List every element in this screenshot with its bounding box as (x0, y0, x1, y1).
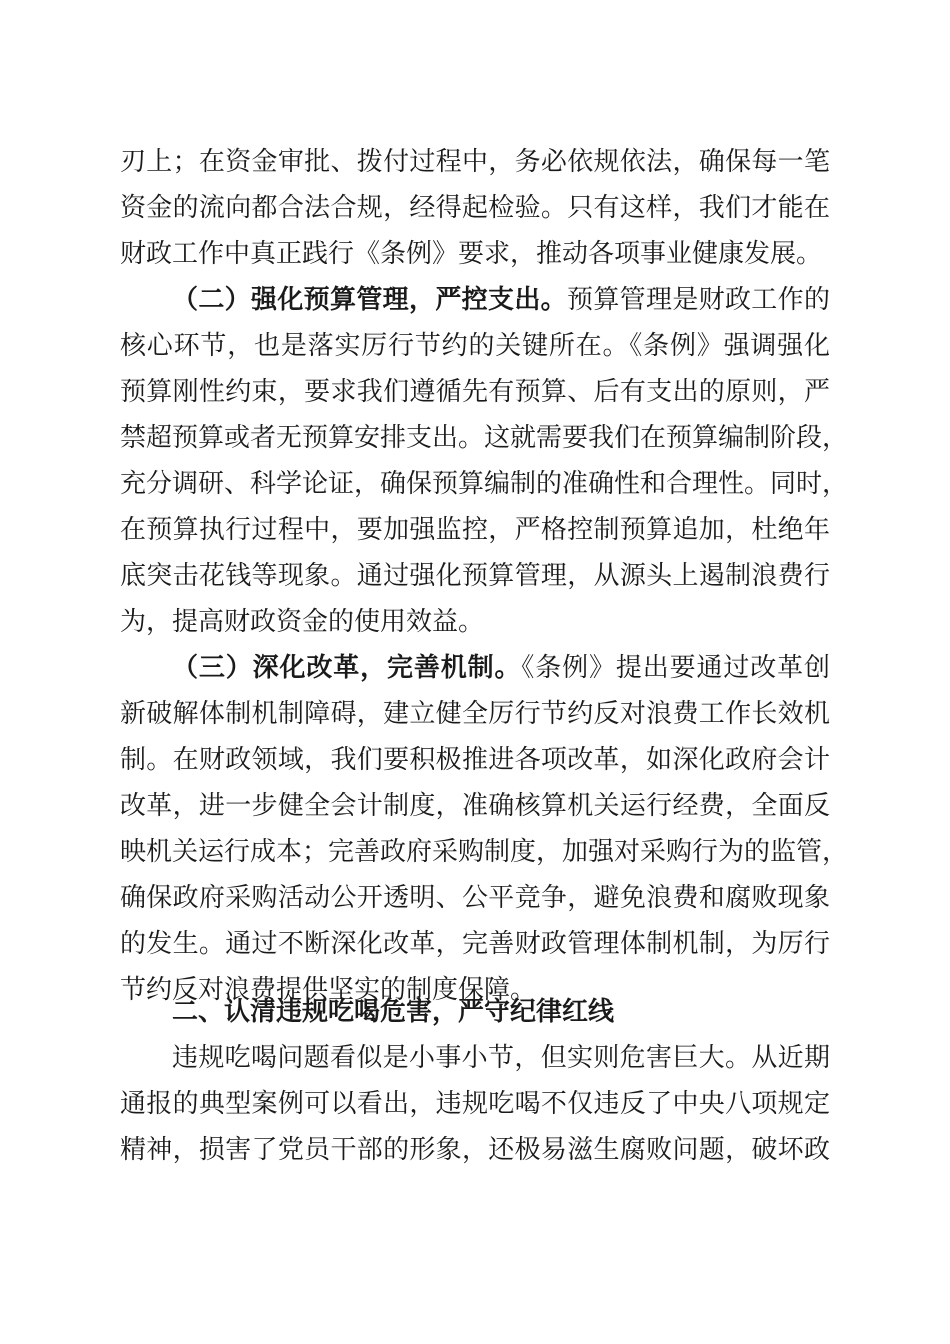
section-2-first-line (172, 278, 830, 322)
section-3-first-line-rest: 《条例》提出要通过改革创 (521, 653, 830, 683)
section-2-heading: （二）强化预算管理，严控支出。 (172, 285, 567, 315)
paragraph-line: 刃上；在资金审批、拨付过程中，务必依规依法，确保每一笔 (120, 147, 830, 177)
paragraph-line: 制。在财政领域，我们要积极推进各项改革，如深化政府会计 (120, 745, 830, 775)
paragraph-line: 节约反对浪费提供坚实的制度保障。 (120, 975, 537, 1005)
paragraph-line: 资金的流向都合法合规，经得起检验。只有这样，我们才能在 (120, 193, 830, 223)
paragraph-line: 预算刚性约束，要求我们遵循先有预算、后有支出的原则，严 (120, 377, 830, 407)
section-3-first-line (172, 646, 830, 690)
paragraph-line: 映机关运行成本；完善政府采购制度，加强对采购行为的监管， (120, 837, 849, 867)
section-2-first-line-rest: 预算管理是财政工作的 (566, 285, 830, 315)
paragraph-line: 通报的典型案例可以看出，违规吃喝不仅违反了中央八项规定 (120, 1089, 830, 1119)
section-3-heading: （三）深化改革，完善机制。 (172, 653, 522, 683)
paragraph-line: 违规吃喝问题看似是小事小节，但实则危害巨大。从近期 (172, 1043, 830, 1073)
paragraph-line: 财政工作中真正践行《条例》要求，推动各项事业健康发展。 (120, 239, 823, 269)
paragraph-line: 的发生。通过不断深化改革，完善财政管理体制机制，为厉行 (120, 929, 830, 959)
paragraph-line: 在预算执行过程中，要加强监控，严格控制预算追加，杜绝年 (120, 515, 830, 545)
paragraph-line: 精神，损害了党员干部的形象，还极易滋生腐败问题，破坏政 (120, 1135, 830, 1165)
paragraph-line: 禁超预算或者无预算安排支出。这就需要我们在预算编制阶段， (120, 423, 849, 453)
paragraph-line: 核心环节，也是落实厉行节约的关键所在。《条例》强调强化 (120, 331, 830, 361)
paragraph-line: 改革，进一步健全会计制度，准确核算机关运行经费，全面反 (120, 791, 830, 821)
paragraph-line: 确保政府采购活动公开透明、公平竞争，避免浪费和腐败现象 (120, 883, 830, 913)
paragraph-line: 充分调研、科学论证，确保预算编制的准确性和合理性。同时， (120, 469, 849, 499)
part-two-heading: 二、认清违规吃喝危害，严守纪律红线 (172, 997, 615, 1027)
paragraph-line: 新破解体制机制障碍，建立健全厉行节约反对浪费工作长效机 (120, 699, 830, 729)
paragraph-line: 底突击花钱等现象。通过强化预算管理，从源头上遏制浪费行 (120, 561, 830, 591)
paragraph-line: 为，提高财政资金的使用效益。 (120, 607, 485, 637)
